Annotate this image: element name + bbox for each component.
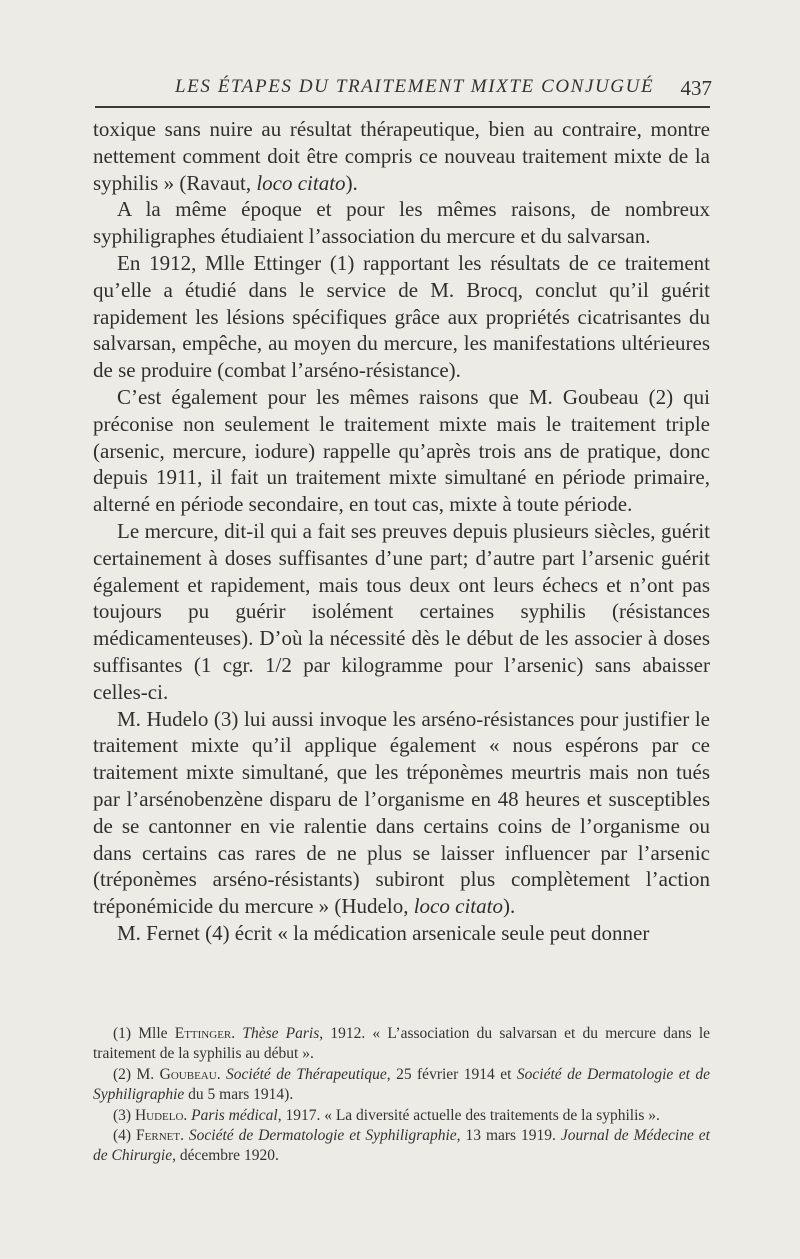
footnote-4 xyxy=(93,1126,710,1167)
footnote-1 xyxy=(93,1024,710,1065)
footnote-2-work-2: Société de Dermatologie et de Syphiligraphie xyxy=(93,1065,711,1104)
footnote-2 xyxy=(93,1065,710,1106)
footnote-1-rest: , 1912. « L’association du salvarsan et du mercure dans le traitement de la syphilis au début ». xyxy=(93,1025,711,1063)
footnote-3-author: Hudelo xyxy=(134,1106,184,1124)
paragraph-7: M. Fernet (4) écrit « la médication arsenicale seule peut donner xyxy=(117,920,650,945)
footnote-4-work: Société de Dermatologie et Syphiligraphie xyxy=(188,1127,457,1145)
paragraph-1-text: toxique sans nuire au résultat thérapeutique, bien au contraire, montre nettement comment doit être compris ce nouveau traitement mixte de la syphilis » (Ravaut, xyxy=(93,117,710,195)
footnote-3-rest: , 1917. « La diversité actuelle des traitements de la syphilis ». xyxy=(277,1106,660,1124)
page-number: 437 xyxy=(680,76,712,100)
footnote-2-work: Société de Thérapeutique xyxy=(226,1065,387,1083)
footnotes xyxy=(93,1024,710,1167)
footnote-1-work: Thèse Paris xyxy=(242,1025,320,1042)
footnote-3-number: (3) xyxy=(113,1106,135,1124)
footnote-3-sep: . xyxy=(183,1106,192,1124)
footnote-1-number: (1) Mlle xyxy=(113,1025,175,1042)
paragraph-1-end: ). xyxy=(345,170,358,195)
footnote-2-number: (2) M. xyxy=(113,1065,160,1083)
footnote-1-sep: . xyxy=(231,1025,243,1042)
paragraph-6-citation: loco citato xyxy=(413,894,503,919)
footnote-4-author: Fernet xyxy=(136,1127,181,1145)
paragraph-2: A la même époque et pour les mêmes raisons, de nombreux syphiligraphes étudiaient l’association du mercure et du salvarsan. xyxy=(93,197,710,249)
footnote-1-author: Ettinger xyxy=(174,1025,232,1042)
paragraph-1 xyxy=(93,116,710,196)
footnote-4-number: (4) xyxy=(113,1127,137,1145)
footnote-3 xyxy=(93,1106,710,1126)
footnote-3-work: Paris médical xyxy=(191,1106,278,1124)
footnote-2-rest: du 5 mars 1914). xyxy=(184,1086,294,1104)
paragraph-5: Le mercure, dit-il qui a fait ses preuves depuis plusieurs siècles, guérit certainement à doses suffisantes d’une part; d’autre part l’arsenic guérit également et rapidement, mais tous deux ont leurs échecs et n’ont pas toujours pu guérir isolément certaines syphilis (résistances médicamenteuses). D’où la nécessité dès le début de les associer à doses suffisantes (1 cgr. 1/2 par kilogramme pour l’arsenic) sans abaisser celles-ci. xyxy=(93,518,710,704)
footnote-4-rest: , décembre 1920. xyxy=(172,1147,279,1165)
footnote-4-sep: . xyxy=(180,1127,189,1145)
paragraph-4: C’est également pour les mêmes raisons que M. Goubeau (2) qui préconise non seulement le traitement mixte mais le traitement triple (arsenic, mercure, iodure) rappelle qu’après trois ans de pratique, donc depuis 1911, il fait un traitement mixte simultané en période primaire, alterné en période secondaire, en tout cas, mixte à toute période. xyxy=(93,384,710,517)
footnote-4-mid: , 13 mars 1919. xyxy=(456,1127,561,1145)
page-header xyxy=(95,70,712,104)
paragraph-1-citation: loco citato xyxy=(256,170,346,195)
footnote-4-work-2: Journal de Médecine et de Chirurgie xyxy=(93,1127,710,1165)
paragraph-3: En 1912, Mlle Ettinger (1) rapportant les résultats de ce traitement qu’elle a étudié dans le service de M. Brocq, conclut qu’il guérit rapidement les lésions spécifiques grâce aux propriétés cicatrisantes du salvarsan, empêche, au moyen du mercure, les manifestations ultérieures de se produire (combat l’arséno-résistance). xyxy=(93,250,710,383)
footnote-2-sep: . xyxy=(216,1065,227,1083)
paragraph-6-end: ). xyxy=(502,894,516,919)
paragraph-6-text: M. Hudelo (3) lui aussi invoque les arséno-résistances pour justifier le traitement mixte qu’il applique également « nous espérons par ce traitement mixte simultané, que les tréponèmes meurtris mais non tués par l’arsénobenzène disparu de l’organisme en 48 heures et susceptibles de se cantonner en vie ralentie dans certains coins de l’organisme ou dans certains cas rares de ne plus se laisser influencer par l’arsenic (tréponèmes arséno-résistants) subiront plus complètement l’action tréponémicide du mercure » (Hudelo, xyxy=(93,706,710,919)
header-rule xyxy=(95,106,710,108)
paragraph-6 xyxy=(93,706,710,920)
running-title: LES ÉTAPES DU TRAITEMENT MIXTE CONJUGUÉ xyxy=(175,76,655,97)
footnote-2-mid: , 25 février 1914 et xyxy=(386,1065,517,1083)
body-text xyxy=(93,116,710,947)
footnote-2-author: Goubeau xyxy=(159,1065,217,1083)
